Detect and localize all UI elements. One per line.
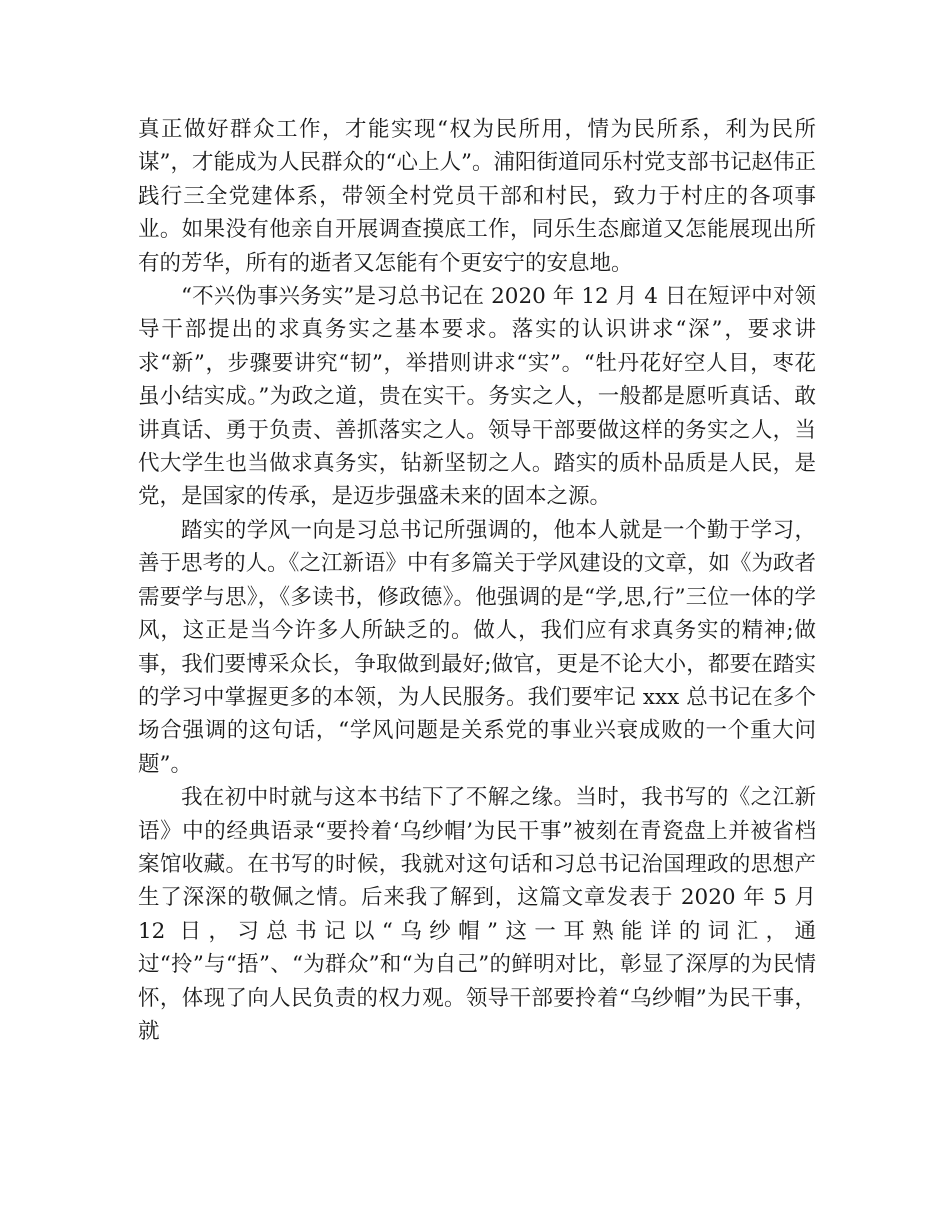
paragraph: 我在初中时就与这本书结下了不解之缘。当时，我书写的《之江新语》中的经典语录“要拎着‘乌纱帽’为民干事”被刻在青瓷盘上并被省档案馆收藏。在书写的时候，我就对这句话和习总书记治国理政的思想产生了深深的敬佩之情。后来我了解到，这篇文章发表于 2020 年 5 月 12 日，习总书记以“乌纱帽”这一耳熟能详的词汇，通过“拎”与“捂”、“为群众”和“为自己”的鲜明对比，彰显了深厚的为民情怀，体现了向人民负责的权力观。领导干部要拎着“乌纱帽”为民干事，就	[138, 785, 816, 1044]
paragraph: 真正做好群众工作，才能实现“权为民所用，情为民所系，利为民所谋”，才能成为人民群众的“心上人”。浦阳街道同乐村党支部书记赵伟正践行三全党建体系，带领全村党员干部和村民，致力于村庄的各项事业。如果没有他亲自开展调查摸底工作，同乐生态廊道又怎能展现出所有的芳华，所有的逝者又怎能有个更安宁的安息地。	[138, 117, 816, 276]
paragraph: 踏实的学风一向是习总书记所强调的，他本人就是一个勤于学习，善于思考的人。《之江新语》中有多篇关于学风建设的文章，如《为政者需要学与思》，《多读书，修政德》。他强调的是“学,思,行”三位一体的学风，这正是当今许多人所缺乏的。做人，我们应有求真务实的精神;做事，我们要博采众长，争取做到最好;做官，更是不论大小，都要在踏实的学习中掌握更多的本领，为人民服务。我们要牢记 xxx 总书记在多个场合强调的这句话，“学风问题是关系党的事业兴衰成败的一个重大问题”。	[138, 517, 816, 777]
body-text	[138, 113, 816, 1048]
paragraph: “不兴伪事兴务实”是习总书记在 2020 年 12 月 4 日在短评中对领导干部提出的求真务实之基本要求。落实的认识讲求“深”，要求讲求“新”，步骤要讲究“韧”，举措则讲求“实”。“牡丹花好空人目，枣花虽小结实成。”为政之道，贵在实干。务实之人，一般都是愿听真话、敢讲真话、勇于负责、善抓落实之人。领导干部要做这样的务实之人，当代大学生也当做求真务实，钻新坚韧之人。踏实的质朴品质是人民，是党，是国家的传承，是迈步强盛未来的固本之源。	[138, 284, 816, 510]
